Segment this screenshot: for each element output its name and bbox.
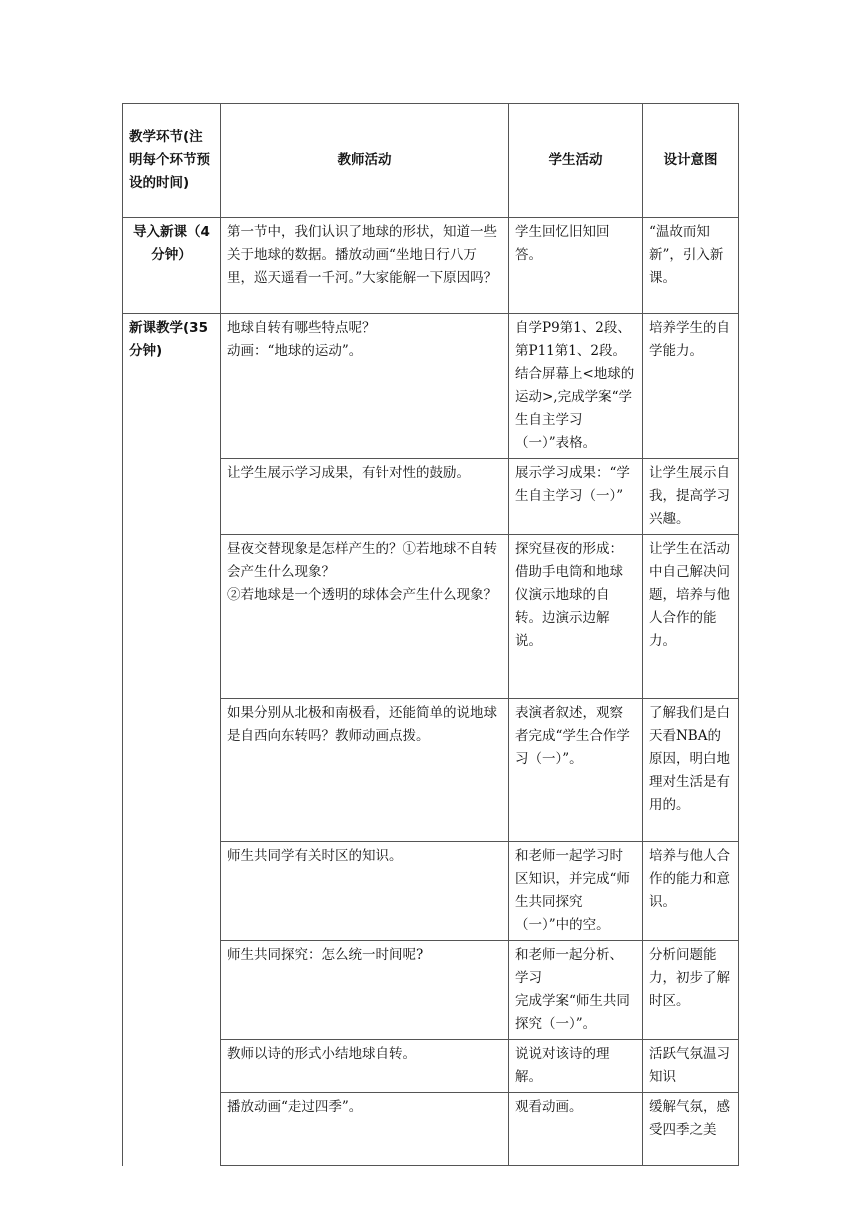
- teacher-activity: 地球自转有哪些特点呢？ 动画：“地球的运动”。: [221, 314, 509, 459]
- teacher-activity: 师生共同探究：怎么统一时间呢?: [221, 941, 509, 1040]
- design-intent: 让学生在活动中自己解决问题，培养与他人合作的能力。: [643, 535, 739, 699]
- header-row: [123, 104, 739, 218]
- student-activity: 展示学习成果：“学生自主学习（一）”: [509, 459, 643, 535]
- header-design-intent: 设计意图: [643, 104, 739, 218]
- teacher-activity: 让学生展示学习成果，有针对性的鼓励。: [221, 459, 509, 535]
- student-activity: 自学P9第1、2段、第P11第1、2段。结合屏幕上<地球的运动>,完成学案“学生自主学习（一）”表格。: [509, 314, 643, 459]
- design-intent: 缓解气氛，感受四季之美: [643, 1093, 739, 1166]
- stage-new-lesson: 新课教学(35分钟): [123, 314, 221, 1166]
- student-activity: 观看动画。: [509, 1093, 643, 1166]
- teacher-activity: 如果分别从北极和南极看，还能简单的说地球是自西向东转吗？教师动画点拨。: [221, 699, 509, 842]
- design-intent: “温故而知新”，引入新课。: [643, 218, 739, 314]
- teacher-activity: 教师以诗的形式小结地球自转。: [221, 1040, 509, 1093]
- intro-row: [123, 218, 739, 314]
- student-activity: 说说对该诗的理解。: [509, 1040, 643, 1093]
- design-intent: 了解我们是白天看NBA的原因，明白地理对生活是有用的。: [643, 699, 739, 842]
- student-activity: 探究昼夜的形成：借助手电筒和地球仪演示地球的自转。边演示边解说。: [509, 535, 643, 699]
- header-teacher-activity: 教师活动: [221, 104, 509, 218]
- student-activity: 学生回忆旧知回答。: [509, 218, 643, 314]
- teacher-activity: 昼夜交替现象是怎样产生的？①若地球不自转会产生什么现象？ ②若地球是一个透明的球体会产生什么现象？: [221, 535, 509, 699]
- table-row: [123, 314, 739, 459]
- teacher-activity: 第一节中，我们认识了地球的形状，知道一些关于地球的数据。播放动画“坐地日行八万里，巡天遥看一千河。”大家能解一下原因吗？: [221, 218, 509, 314]
- teacher-activity: 播放动画“走过四季”。: [221, 1093, 509, 1166]
- student-activity: 和老师一起分析、学习 完成学案“师生共同探究（一）”。: [509, 941, 643, 1040]
- design-intent: 培养学生的自学能力。: [643, 314, 739, 459]
- header-stage: 教学环节(注明每个环节预设的时间): [123, 104, 221, 218]
- design-intent: 让学生展示自我，提高学习兴趣。: [643, 459, 739, 535]
- student-activity: 和老师一起学习时区知识，并完成“师生共同探究（一）”中的空。: [509, 842, 643, 941]
- design-intent: 活跃气氛温习知识: [643, 1040, 739, 1093]
- student-activity: 表演者叙述，观察者完成“学生合作学习（一）”。: [509, 699, 643, 842]
- lesson-plan-sheet: [122, 103, 738, 1166]
- lesson-plan-table: [122, 103, 739, 1166]
- design-intent: 分析问题能力，初步了解时区。: [643, 941, 739, 1040]
- teacher-activity: 师生共同学有关时区的知识。: [221, 842, 509, 941]
- design-intent: 培养与他人合作的能力和意识。: [643, 842, 739, 941]
- stage-intro: 导入新课（4分钟）: [123, 218, 221, 314]
- header-student-activity: 学生活动: [509, 104, 643, 218]
